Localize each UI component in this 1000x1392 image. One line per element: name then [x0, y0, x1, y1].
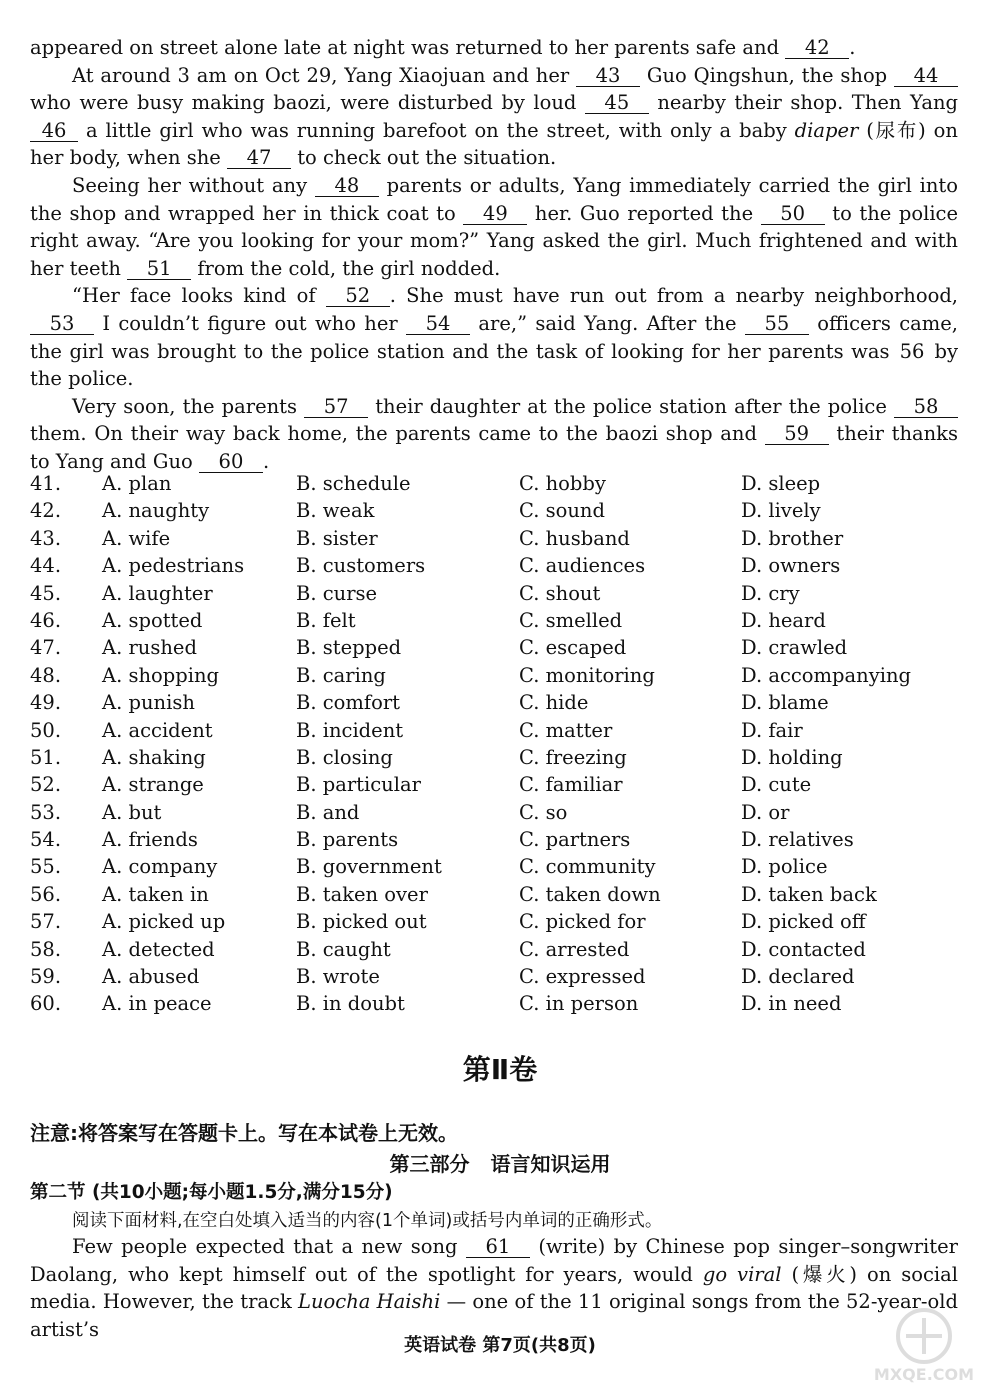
text: Guo Qingshun, the shop — [640, 63, 894, 87]
option-d: D. owners — [741, 554, 841, 578]
paragraph-3 — [30, 172, 958, 282]
question-number: 45. — [30, 581, 62, 605]
option-d: D. in need — [741, 992, 842, 1016]
question-number: 50. — [30, 718, 62, 742]
text: I couldn’t figure out who her — [94, 311, 407, 335]
question-number: 56. — [30, 882, 62, 906]
option-a: A. spotted — [102, 608, 203, 632]
option-b: B. customers — [296, 554, 426, 578]
option-row-52 — [30, 773, 970, 800]
option-d: D. accompanying — [741, 663, 911, 687]
option-c: C. monitoring — [519, 663, 655, 687]
option-c: C. sound — [519, 499, 605, 523]
paragraph-5 — [30, 393, 958, 476]
option-row-50 — [30, 719, 970, 746]
text: Seeing her without any — [72, 173, 315, 197]
blank-56: 56 — [899, 339, 925, 363]
blank-54: 54 — [406, 314, 470, 335]
option-d: D. holding — [741, 745, 843, 769]
option-b: B. incident — [296, 718, 404, 742]
option-row-53 — [30, 801, 970, 828]
question-number: 51. — [30, 745, 62, 769]
option-d: D. brother — [741, 526, 844, 550]
question-number: 42. — [30, 499, 62, 523]
option-a: A. plan — [102, 472, 172, 495]
section-title: 第二节 (共10小题;每小题1.5分,满分15分) — [30, 1182, 393, 1203]
option-row-43 — [30, 527, 970, 554]
blank-45: 45 — [585, 93, 649, 114]
option-a: A. strange — [102, 773, 204, 797]
option-a: A. wife — [102, 526, 171, 550]
part-title: 第三部分 语言知识运用 — [389, 1152, 611, 1176]
option-b: B. in doubt — [296, 992, 405, 1016]
blank-46: 46 — [30, 121, 78, 142]
option-row-56 — [30, 883, 970, 910]
option-row-46 — [30, 609, 970, 636]
option-c: C. escaped — [519, 636, 627, 660]
paragraph-4 — [30, 282, 958, 392]
option-b: B. and — [296, 800, 360, 824]
option-row-41 — [30, 472, 970, 499]
option-row-42 — [30, 499, 970, 526]
option-d: D. crawled — [741, 636, 848, 660]
volume-title: 第Ⅱ卷 — [462, 1053, 538, 1086]
text: are,” said Yang. After the — [470, 311, 745, 335]
blank-57: 57 — [304, 397, 368, 418]
option-c: C. freezing — [519, 745, 627, 769]
option-row-54 — [30, 828, 970, 855]
cloze-passage — [30, 34, 958, 476]
question-number: 47. — [30, 636, 62, 660]
option-d: D. contacted — [741, 937, 866, 961]
text: to check out the situation. — [291, 146, 557, 170]
option-d: D. cute — [741, 773, 812, 797]
option-b: B. taken over — [296, 882, 428, 906]
text: from the cold, the girl nodded. — [191, 256, 501, 280]
grammar-passage — [30, 1233, 958, 1343]
option-row-45 — [30, 582, 970, 609]
text: Very soon, the parents — [72, 394, 305, 418]
option-row-55 — [30, 855, 970, 882]
option-d: D. declared — [741, 965, 855, 989]
option-row-49 — [30, 691, 970, 718]
text: their daughter at the police station after the police — [368, 394, 894, 418]
option-a: A. abused — [102, 965, 200, 989]
option-a: A. naughty — [102, 499, 210, 523]
question-number: 60. — [30, 992, 62, 1016]
question-number: 44. — [30, 554, 62, 578]
question-number: 54. — [30, 828, 62, 852]
question-number: 53. — [30, 800, 62, 824]
text: (爆火) on social media. However, the track — [30, 1262, 958, 1314]
option-c: C. hobby — [519, 472, 606, 495]
option-c: C. hide — [519, 691, 589, 715]
watermark-logo — [858, 1306, 990, 1384]
option-d: D. blame — [741, 691, 829, 715]
blank-58: 58 — [894, 397, 958, 418]
option-b: B. wrote — [296, 965, 380, 989]
option-c: C. audiences — [519, 554, 646, 578]
text: who were busy making baozi, were disturbed by loud — [30, 91, 585, 115]
blank-53: 53 — [30, 314, 94, 335]
option-c: C. shout — [519, 581, 601, 605]
text: to the police right away. “Are you looking for your mom?” Yang asked the girl. Much frightened and with her teeth — [30, 201, 959, 280]
notice-text: 注意:将答案写在答题卡上。写在本试卷上无效。 — [30, 1121, 458, 1145]
option-b: B. caring — [296, 663, 386, 687]
option-row-47 — [30, 636, 970, 663]
option-row-57 — [30, 910, 970, 937]
option-b: B. parents — [296, 828, 399, 852]
blank-51: 51 — [127, 259, 191, 280]
option-d: D. taken back — [741, 882, 877, 906]
option-c: C. taken down — [519, 882, 661, 906]
option-b: B. stepped — [296, 636, 402, 660]
option-row-44 — [30, 554, 970, 581]
text: nearby their shop. Then Yang — [648, 91, 958, 115]
option-b: B. weak — [296, 499, 375, 523]
option-b: B. picked out — [296, 910, 427, 934]
option-c: C. in person — [519, 992, 639, 1016]
page-footer: 英语试卷 第7页(共8页) — [404, 1335, 596, 1356]
options-list — [30, 472, 970, 1020]
text: — one of the 11 original songs from the 52-year-old artist’s — [30, 1290, 958, 1341]
blank-60: 60 — [199, 452, 263, 473]
option-d: D. or — [741, 800, 790, 824]
option-c: C. arrested — [519, 937, 630, 961]
option-a: A. accident — [102, 718, 213, 742]
text: Few people expected that a new song — [72, 1235, 466, 1258]
option-d: D. fair — [741, 718, 803, 742]
option-b: B. felt — [296, 608, 356, 632]
option-a: A. pedestrians — [102, 554, 245, 578]
text: (尿布) on her body, when she — [30, 118, 958, 170]
option-row-48 — [30, 664, 970, 691]
option-a: A. detected — [102, 937, 215, 961]
blank-47: 47 — [227, 148, 291, 169]
option-a: A. company — [102, 855, 218, 879]
blank-50: 50 — [761, 204, 825, 225]
option-c: C. expressed — [519, 965, 646, 989]
blank-48: 48 — [315, 176, 379, 197]
blank-49: 49 — [463, 204, 527, 225]
option-a: A. laughter — [102, 581, 213, 605]
question-number: 57. — [30, 910, 62, 934]
text: At around 3 am on Oct 29, Yang Xiaojuan and her — [72, 63, 577, 87]
blank-42: 42 — [785, 38, 849, 59]
blank-43: 43 — [576, 66, 640, 87]
blank-55: 55 — [745, 314, 809, 335]
question-number: 59. — [30, 965, 62, 989]
option-c: C. so — [519, 800, 568, 824]
italic-word: go viral — [702, 1262, 782, 1286]
paragraph-1 — [30, 34, 958, 62]
question-number: 49. — [30, 691, 62, 715]
option-a: A. shaking — [102, 745, 206, 769]
text: appeared on street alone late at night was returned to her parents safe and — [30, 36, 786, 59]
question-number: 41. — [30, 472, 62, 495]
option-a: A. but — [102, 800, 162, 824]
question-number: 55. — [30, 855, 62, 879]
option-b: B. schedule — [296, 472, 411, 495]
option-row-59 — [30, 965, 970, 992]
text: (write) by Chinese pop singer–songwriter Daolang, who kept himself out of the spotlight for years, would — [30, 1235, 958, 1286]
option-d: D. police — [741, 855, 828, 879]
question-number: 43. — [30, 526, 62, 550]
song-title: Luocha Haishi — [298, 1290, 441, 1314]
blank-52: 52 — [326, 286, 390, 307]
option-c: C. matter — [519, 718, 613, 742]
option-c: C. familiar — [519, 773, 623, 797]
option-a: A. picked up — [102, 910, 226, 934]
option-b: B. caught — [296, 937, 391, 961]
option-row-51 — [30, 746, 970, 773]
option-c: C. partners — [519, 828, 631, 852]
text: parents or adults, Yang immediately carried the girl into the shop and wrapped her in thick coat to — [30, 173, 958, 225]
text: “Her face looks kind of — [72, 284, 326, 308]
option-c: C. picked for — [519, 910, 646, 934]
option-b: B. particular — [296, 773, 421, 797]
option-a: A. punish — [102, 691, 195, 715]
option-b: B. closing — [296, 745, 393, 769]
option-a: A. taken in — [102, 882, 209, 906]
option-b: B. sister — [296, 526, 378, 550]
text: a little girl who was running barefoot on the street, with only a baby — [78, 118, 795, 142]
text: . — [849, 36, 856, 59]
option-row-60 — [30, 992, 970, 1019]
blank-59: 59 — [765, 424, 829, 445]
option-a: A. in peace — [102, 992, 212, 1016]
option-d: D. heard — [741, 608, 826, 632]
text: them. On their way back home, the parents came to the baozi shop and — [30, 422, 765, 446]
question-number: 58. — [30, 937, 62, 961]
text: their thanks to Yang and Guo — [30, 422, 959, 473]
option-a: A. friends — [102, 828, 198, 852]
option-c: C. smelled — [519, 608, 623, 632]
question-number: 48. — [30, 663, 62, 687]
option-b: B. comfort — [296, 691, 400, 715]
option-b: B. curse — [296, 581, 378, 605]
option-a: A. shopping — [102, 663, 220, 687]
option-b: B. government — [296, 855, 442, 879]
paragraph-2 — [30, 62, 958, 172]
text: . She must have run out from a nearby neighborhood, — [389, 284, 959, 308]
option-row-58 — [30, 938, 970, 965]
option-a: A. rushed — [102, 636, 197, 660]
text: . — [262, 449, 270, 473]
option-d: D. cry — [741, 581, 800, 605]
text: by the police. — [30, 339, 959, 391]
option-c: C. community — [519, 855, 656, 879]
blank-61: 61 — [466, 1237, 530, 1258]
text: officers came, the girl was brought to the police station and the task of looking for her parents was — [30, 311, 958, 363]
paragraph-61 — [30, 1233, 958, 1343]
option-d: D. relatives — [741, 828, 854, 852]
option-d: D. lively — [741, 499, 821, 523]
question-number: 46. — [30, 608, 62, 632]
instruction-text: 阅读下面材料,在空白处填入适当的内容(1个单词)或括号内单词的正确形式。 — [72, 1211, 663, 1231]
option-d: D. sleep — [741, 472, 821, 495]
blank-44: 44 — [894, 66, 958, 87]
italic-word: diaper — [794, 118, 859, 142]
text: her. Guo reported the — [527, 201, 761, 225]
question-number: 52. — [30, 773, 62, 797]
option-d: D. picked off — [741, 910, 866, 934]
watermark-text: MXQE.COM — [873, 1365, 975, 1384]
option-c: C. husband — [519, 526, 630, 550]
